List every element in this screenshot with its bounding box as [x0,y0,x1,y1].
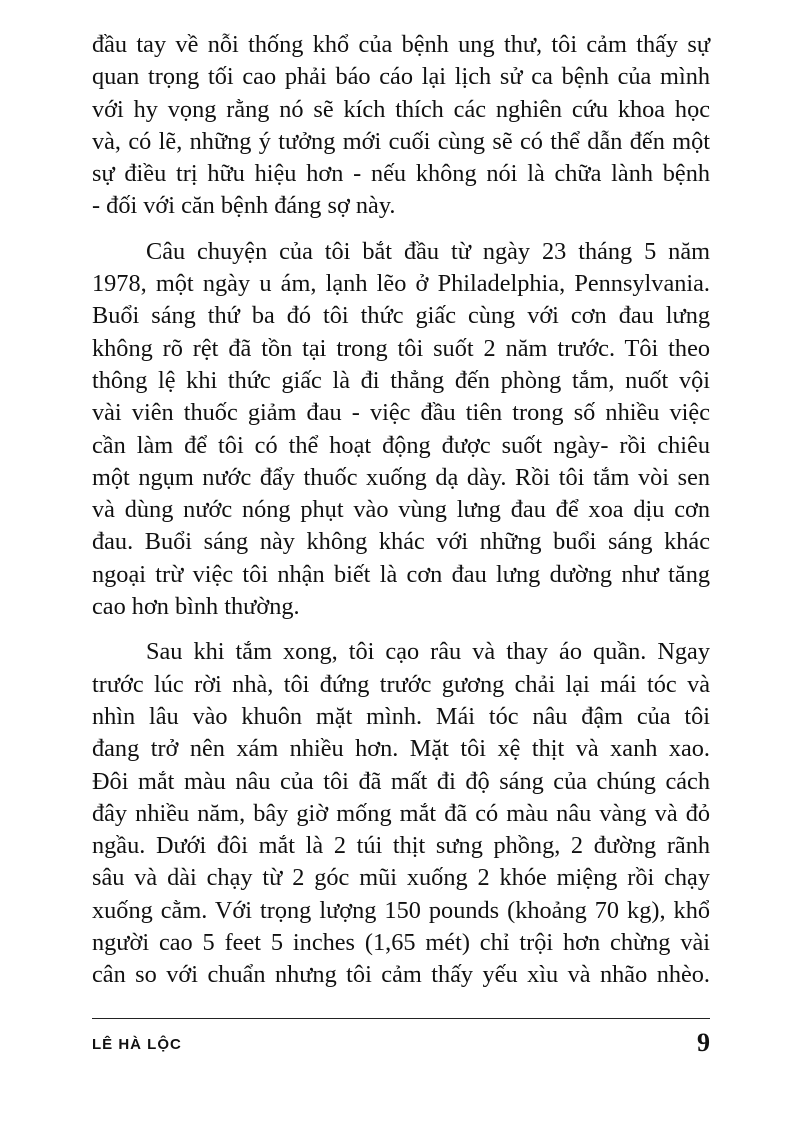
text-line: một ngụm nước đẩy thuốc xuống dạ dày. Rồi tôi tắm vòi sen [92,463,710,491]
paragraph-1 [92,29,710,223]
text-line: người cao 5 feet 5 inches (1,65 mét) chỉ trội hơn chừng vài [92,929,710,957]
text-line: ngoại trừ việc tôi nhận biết là cơn đau lưng dường như tăng [92,560,710,588]
text-line: Sau khi tắm xong, tôi cạo râu và thay áo quần. Ngay [146,638,710,666]
text-line: sâu và dài chạy từ 2 góc mũi xuống 2 khóe miệng rồi chạy [92,864,710,892]
text-line: và dùng nước nóng phụt vào vùng lưng đau để xoa dịu cơn [92,496,710,524]
text-line: đau. Buổi sáng này không khác với những buổi sáng khác [92,528,710,556]
text-line: vài viên thuốc giảm đau - việc đầu tiên trong số nhiều việc [92,399,710,427]
paragraph-2 [92,236,710,624]
text-line: thông lệ khi thức giấc là đi thẳng đến phòng tắm, nuốt vội [92,366,710,394]
text-line: cân so với chuẩn nhưng tôi cảm thấy yếu xìu và nhão nhèo. [92,961,710,989]
text-line: với hy vọng rằng nó sẽ kích thích các nghiên cứu khoa học [92,95,710,123]
text-line: Đôi mắt màu nâu của tôi đã mất đi độ sáng của chúng cách [92,767,710,795]
text-line: nhìn lâu vào khuôn mặt mình. Mái tóc nâu đậm của tôi [92,702,710,730]
page-number: 9 [697,1028,710,1057]
text-line: cao hơn bình thường. [92,593,300,621]
text-line: Buổi sáng thứ ba đó tôi thức giấc cùng với cơn đau lưng [92,302,710,330]
text-line: cần làm để tôi có thể hoạt động được suốt ngày- rồi chiêu [92,431,710,459]
text-line: và, có lẽ, những ý tưởng mới cuối cùng sẽ có thể dẫn đến một [92,127,710,155]
text-line: ngầu. Dưới đôi mắt là 2 túi thịt sưng phồng, 2 đường rãnh [92,832,710,860]
text-line: 1978, một ngày u ám, lạnh lẽo ở Philadelphia, Pennsylvania. [92,270,710,298]
text-line: - đối với căn bệnh đáng sợ này. [92,192,396,220]
text-line: Câu chuyện của tôi bắt đầu từ ngày 23 tháng 5 năm [146,237,710,265]
text-line: đầu tay về nỗi thống khổ của bệnh ung thư, tôi cảm thấy sự [92,31,710,58]
text-line: không rõ rệt đã tồn tại trong tôi suốt 2 năm trước. Tôi theo [92,334,710,362]
footer-rule [92,1018,710,1019]
body-text [92,29,710,992]
text-line: quan trọng tối cao phải báo cáo lại lịch sử ca bệnh của mình [92,63,710,91]
text-line: đây nhiều năm, bây giờ mống mắt đã có màu nâu vàng và đỏ [92,799,710,827]
text-line: đang trở nên xám nhiều hơn. Mặt tôi xệ thịt và xanh xao. [92,735,710,763]
footer-author: LÊ HÀ LỘC [92,1036,182,1053]
text-line: trước lúc rời nhà, tôi đứng trước gương chải lại mái tóc và [92,670,710,698]
text-line: sự điều trị hữu hiệu hơn - nếu không nói là chữa lành bệnh [92,160,710,188]
paragraph-3 [92,636,710,991]
text-line: xuống cằm. Với trọng lượng 150 pounds (khoảng 70 kg), khổ [92,896,710,924]
